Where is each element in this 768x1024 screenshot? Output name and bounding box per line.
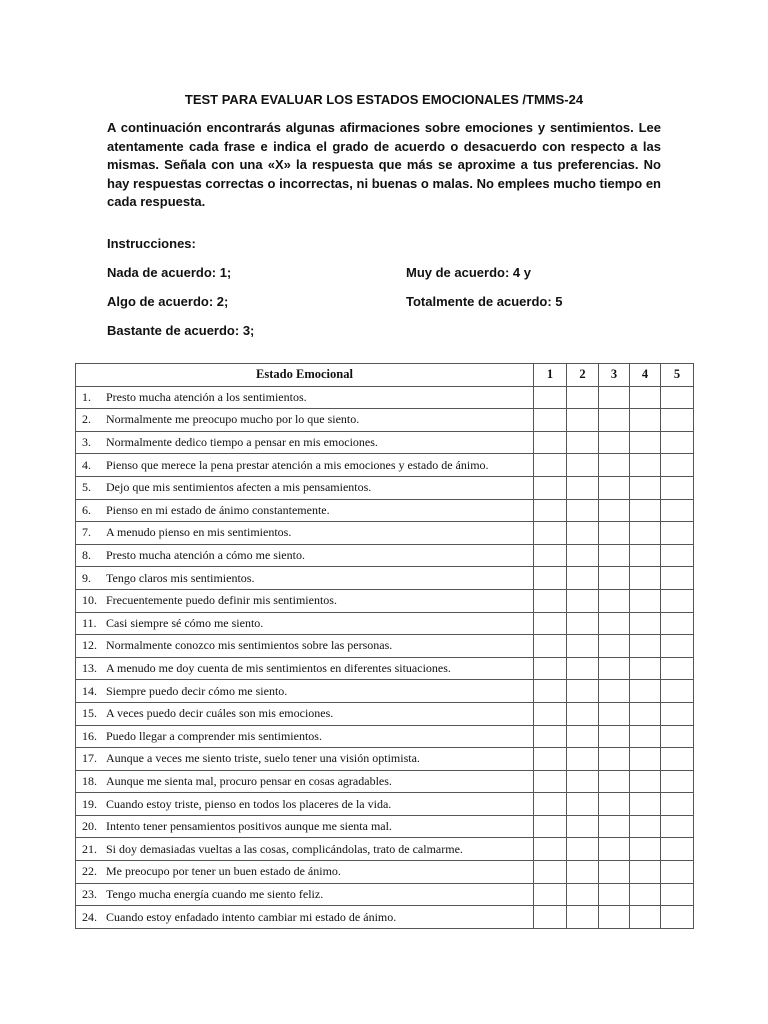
item-text: Normalmente conozco mis sentimientos sobre las personas. [106, 638, 393, 653]
answer-cell-5[interactable] [661, 838, 694, 861]
answer-cell-1[interactable] [534, 748, 567, 771]
answer-cell-3[interactable] [599, 635, 630, 658]
item-text: A veces puedo decir cuáles son mis emociones. [106, 706, 334, 721]
answer-cell-4[interactable] [630, 748, 661, 771]
item-text: Cuando estoy triste, pienso en todos los placeres de la vida. [106, 796, 392, 811]
answer-cell-3[interactable] [599, 544, 630, 567]
item-text: A menudo me doy cuenta de mis sentimientos en diferentes situaciones. [106, 661, 451, 676]
item-number: 20. [82, 819, 97, 834]
item-number: 23. [82, 886, 97, 901]
answer-cell-5[interactable] [661, 431, 694, 454]
item-statement [76, 431, 534, 454]
answer-cell-4[interactable] [630, 544, 661, 567]
item-text: Tengo mucha energía cuando me siento feliz. [106, 886, 324, 901]
answer-cell-2[interactable] [567, 476, 599, 499]
item-text: Normalmente me preocupo mucho por lo que siento. [106, 412, 360, 427]
answer-cell-5[interactable] [661, 454, 694, 477]
item-statement [76, 906, 534, 929]
table-row [76, 838, 694, 861]
answer-cell-2[interactable] [567, 906, 599, 929]
answer-cell-5[interactable] [661, 635, 694, 658]
item-number: 6. [82, 502, 91, 517]
answer-cell-2[interactable] [567, 702, 599, 725]
table-row [76, 883, 694, 906]
answer-cell-2[interactable] [567, 680, 599, 703]
intro-paragraph: A continuación encontrarás algunas afirmaciones sobre emociones y sentimientos. Lee atentamente cada frase e indica el grado de acuerdo o desacuerdo con respecto a las mismas. Señala con una «X» la respuesta que más se aproxime a tus preferencias. No hay respuestas correctas o incorrectas, ni buenas o malas. No emplees mucho tiempo en cada respuesta. [107, 120, 661, 209]
answer-cell-1[interactable] [534, 815, 567, 838]
answer-cell-1[interactable] [534, 680, 567, 703]
item-number: 14. [82, 683, 97, 698]
answer-cell-2[interactable] [567, 770, 599, 793]
answer-cell-4[interactable] [630, 476, 661, 499]
answer-cell-3[interactable] [599, 522, 630, 545]
answer-cell-4[interactable] [630, 499, 661, 522]
answer-cell-5[interactable] [661, 906, 694, 929]
answer-cell-1[interactable] [534, 567, 567, 590]
answer-cell-5[interactable] [661, 793, 694, 816]
answer-cell-5[interactable] [661, 815, 694, 838]
answer-cell-4[interactable] [630, 883, 661, 906]
item-number: 13. [82, 661, 97, 676]
scale-nada: Nada de acuerdo: 1; [107, 265, 232, 280]
answer-cell-5[interactable] [661, 657, 694, 680]
item-text: Aunque me sienta mal, procuro pensar en cosas agradables. [106, 773, 392, 788]
table-row [76, 476, 694, 499]
answer-cell-3[interactable] [599, 838, 630, 861]
table-row [76, 522, 694, 545]
answer-cell-1[interactable] [534, 702, 567, 725]
answer-cell-4[interactable] [630, 906, 661, 929]
item-number: 9. [82, 570, 91, 585]
answer-cell-1[interactable] [534, 612, 567, 635]
item-text: Me preocupo por tener un buen estado de ánimo. [106, 864, 341, 879]
answer-cell-1[interactable] [534, 883, 567, 906]
item-text: Dejo que mis sentimientos afecten a mis pensamientos. [106, 480, 372, 495]
answer-cell-1[interactable] [534, 522, 567, 545]
answer-cell-5[interactable] [661, 386, 694, 409]
answer-cell-4[interactable] [630, 770, 661, 793]
item-statement [76, 793, 534, 816]
answer-cell-5[interactable] [661, 883, 694, 906]
item-number: 8. [82, 548, 91, 563]
table-row [76, 702, 694, 725]
item-number: 22. [82, 864, 97, 879]
table-row [76, 589, 694, 612]
item-statement [76, 544, 534, 567]
answer-cell-2[interactable] [567, 612, 599, 635]
item-number: 3. [82, 435, 91, 450]
header-score-4: 4 [630, 364, 661, 387]
answer-cell-3[interactable] [599, 725, 630, 748]
answer-cell-3[interactable] [599, 567, 630, 590]
scale-muy: Muy de acuerdo: 4 y [406, 265, 531, 280]
item-number: 2. [82, 412, 91, 427]
item-text: Normalmente dedico tiempo a pensar en mis emociones. [106, 435, 378, 450]
answer-cell-5[interactable] [661, 861, 694, 884]
answer-cell-3[interactable] [599, 793, 630, 816]
answer-cell-4[interactable] [630, 454, 661, 477]
item-number: 24. [82, 909, 97, 924]
answer-cell-1[interactable] [534, 770, 567, 793]
answer-cell-1[interactable] [534, 725, 567, 748]
answer-cell-3[interactable] [599, 409, 630, 432]
item-number: 1. [82, 389, 91, 404]
answer-cell-3[interactable] [599, 861, 630, 884]
table-row [76, 612, 694, 635]
answer-cell-2[interactable] [567, 793, 599, 816]
answer-cell-4[interactable] [630, 612, 661, 635]
answer-cell-1[interactable] [534, 906, 567, 929]
header-estado-emocional: Estado Emocional [76, 364, 534, 387]
header-score-2: 2 [567, 364, 599, 387]
table-row [76, 409, 694, 432]
item-text: Tengo claros mis sentimientos. [106, 570, 255, 585]
answer-cell-5[interactable] [661, 680, 694, 703]
table-row [76, 544, 694, 567]
answer-cell-4[interactable] [630, 838, 661, 861]
item-statement [76, 702, 534, 725]
table-row [76, 454, 694, 477]
item-text: Aunque a veces me siento triste, suelo tener una visión optimista. [106, 751, 420, 766]
item-statement [76, 883, 534, 906]
item-number: 18. [82, 773, 97, 788]
item-number: 12. [82, 638, 97, 653]
answer-cell-5[interactable] [661, 409, 694, 432]
answer-cell-1[interactable] [534, 431, 567, 454]
table-row [76, 906, 694, 929]
scale-totalmente: Totalmente de acuerdo: 5 [406, 294, 563, 309]
item-statement [76, 748, 534, 771]
answer-cell-4[interactable] [630, 702, 661, 725]
answer-cell-3[interactable] [599, 499, 630, 522]
item-text: Casi siempre sé cómo me siento. [106, 615, 264, 630]
answer-cell-2[interactable] [567, 657, 599, 680]
item-number: 11. [82, 615, 97, 630]
answer-cell-4[interactable] [630, 657, 661, 680]
item-number: 19. [82, 796, 97, 811]
answer-cell-3[interactable] [599, 657, 630, 680]
item-number: 10. [82, 593, 97, 608]
answer-cell-3[interactable] [599, 906, 630, 929]
item-statement [76, 499, 534, 522]
table-row [76, 431, 694, 454]
table-row [76, 680, 694, 703]
scale-algo: Algo de acuerdo: 2; [107, 294, 229, 309]
item-number: 17. [82, 751, 97, 766]
answer-cell-2[interactable] [567, 635, 599, 658]
answer-cell-2[interactable] [567, 589, 599, 612]
table-row [76, 499, 694, 522]
answer-cell-2[interactable] [567, 861, 599, 884]
table-row [76, 635, 694, 658]
item-statement [76, 386, 534, 409]
header-score-3: 3 [599, 364, 630, 387]
item-statement [76, 815, 534, 838]
answer-cell-1[interactable] [534, 386, 567, 409]
item-statement [76, 838, 534, 861]
header-score-1: 1 [534, 364, 567, 387]
item-text: Frecuentemente puedo definir mis sentimientos. [106, 593, 337, 608]
answer-cell-5[interactable] [661, 612, 694, 635]
item-number: 21. [82, 841, 97, 856]
answer-cell-4[interactable] [630, 725, 661, 748]
answer-cell-2[interactable] [567, 409, 599, 432]
answer-cell-4[interactable] [630, 522, 661, 545]
item-statement [76, 612, 534, 635]
answer-cell-2[interactable] [567, 454, 599, 477]
item-statement [76, 861, 534, 884]
answer-cell-5[interactable] [661, 770, 694, 793]
answer-cell-3[interactable] [599, 680, 630, 703]
answer-cell-2[interactable] [567, 815, 599, 838]
answer-cell-4[interactable] [630, 431, 661, 454]
answer-cell-2[interactable] [567, 725, 599, 748]
item-number: 4. [82, 457, 91, 472]
item-statement [76, 725, 534, 748]
answer-cell-2[interactable] [567, 883, 599, 906]
item-text: Puedo llegar a comprender mis sentimientos. [106, 728, 322, 743]
table-row [76, 657, 694, 680]
item-number: 5. [82, 480, 91, 495]
item-text: Pienso en mi estado de ánimo constantemente. [106, 502, 330, 517]
answer-cell-4[interactable] [630, 793, 661, 816]
answer-cell-5[interactable] [661, 499, 694, 522]
answer-cell-4[interactable] [630, 815, 661, 838]
item-text: Pienso que merece la pena prestar atención a mis emociones y estado de ánimo. [106, 457, 489, 472]
answer-cell-3[interactable] [599, 454, 630, 477]
answer-cell-1[interactable] [534, 861, 567, 884]
answer-cell-5[interactable] [661, 589, 694, 612]
answer-cell-2[interactable] [567, 544, 599, 567]
table-row [76, 815, 694, 838]
item-text: Siempre puedo decir cómo me siento. [106, 683, 288, 698]
item-text: Presto mucha atención a cómo me siento. [106, 548, 305, 563]
answer-cell-4[interactable] [630, 386, 661, 409]
scale-bastante: Bastante de acuerdo: 3; [107, 323, 255, 338]
table-row [76, 793, 694, 816]
item-number: 7. [82, 525, 91, 540]
table-row [76, 748, 694, 771]
answer-cell-4[interactable] [630, 567, 661, 590]
item-statement [76, 409, 534, 432]
answer-cell-5[interactable] [661, 476, 694, 499]
answer-cell-3[interactable] [599, 748, 630, 771]
item-text: Intento tener pensamientos positivos aunque me sienta mal. [106, 819, 392, 834]
answer-cell-5[interactable] [661, 522, 694, 545]
item-statement [76, 522, 534, 545]
item-statement [76, 680, 534, 703]
answer-cell-3[interactable] [599, 702, 630, 725]
answer-cell-5[interactable] [661, 567, 694, 590]
answer-cell-2[interactable] [567, 499, 599, 522]
answer-cell-5[interactable] [661, 748, 694, 771]
item-statement [76, 567, 534, 590]
answer-cell-3[interactable] [599, 883, 630, 906]
answer-cell-1[interactable] [534, 838, 567, 861]
answer-cell-4[interactable] [630, 409, 661, 432]
answer-cell-3[interactable] [599, 589, 630, 612]
answer-cell-3[interactable] [599, 612, 630, 635]
answer-cell-4[interactable] [630, 680, 661, 703]
item-statement [76, 454, 534, 477]
answer-cell-4[interactable] [630, 861, 661, 884]
answer-cell-3[interactable] [599, 386, 630, 409]
answer-cell-5[interactable] [661, 725, 694, 748]
answer-cell-1[interactable] [534, 635, 567, 658]
item-statement [76, 476, 534, 499]
answer-cell-1[interactable] [534, 409, 567, 432]
item-text: Presto mucha atención a los sentimientos. [106, 389, 307, 404]
tmms-table [75, 363, 694, 929]
answer-cell-1[interactable] [534, 793, 567, 816]
answer-cell-1[interactable] [534, 657, 567, 680]
answer-cell-3[interactable] [599, 770, 630, 793]
answer-cell-3[interactable] [599, 476, 630, 499]
answer-cell-1[interactable] [534, 476, 567, 499]
answer-cell-2[interactable] [567, 386, 599, 409]
answer-cell-2[interactable] [567, 567, 599, 590]
answer-cell-1[interactable] [534, 499, 567, 522]
table-row [76, 861, 694, 884]
answer-cell-2[interactable] [567, 522, 599, 545]
item-text: Cuando estoy enfadado intento cambiar mi estado de ánimo. [106, 909, 397, 924]
item-statement [76, 589, 534, 612]
item-statement [76, 770, 534, 793]
item-number: 16. [82, 728, 97, 743]
header-score-5: 5 [661, 364, 694, 387]
table-row [76, 725, 694, 748]
item-number: 15. [82, 706, 97, 721]
answer-cell-4[interactable] [630, 635, 661, 658]
item-text: Si doy demasiadas vueltas a las cosas, complicándolas, trato de calmarme. [106, 841, 463, 856]
item-statement [76, 657, 534, 680]
answer-cell-2[interactable] [567, 431, 599, 454]
answer-cell-2[interactable] [567, 748, 599, 771]
table-row [76, 770, 694, 793]
table-row [76, 567, 694, 590]
document-title: TEST PARA EVALUAR LOS ESTADOS EMOCIONALES /TMMS-24 [184, 92, 584, 107]
item-text: A menudo pienso en mis sentimientos. [106, 525, 292, 540]
table-header-row [76, 364, 694, 387]
answer-cell-1[interactable] [534, 544, 567, 567]
answer-cell-1[interactable] [534, 589, 567, 612]
answer-cell-5[interactable] [661, 544, 694, 567]
answer-cell-2[interactable] [567, 838, 599, 861]
answer-cell-3[interactable] [599, 431, 630, 454]
answer-cell-3[interactable] [599, 815, 630, 838]
instructions-heading: Instrucciones: [107, 236, 196, 251]
table-row [76, 386, 694, 409]
answer-cell-4[interactable] [630, 589, 661, 612]
answer-cell-5[interactable] [661, 702, 694, 725]
item-statement [76, 635, 534, 658]
answer-cell-1[interactable] [534, 454, 567, 477]
